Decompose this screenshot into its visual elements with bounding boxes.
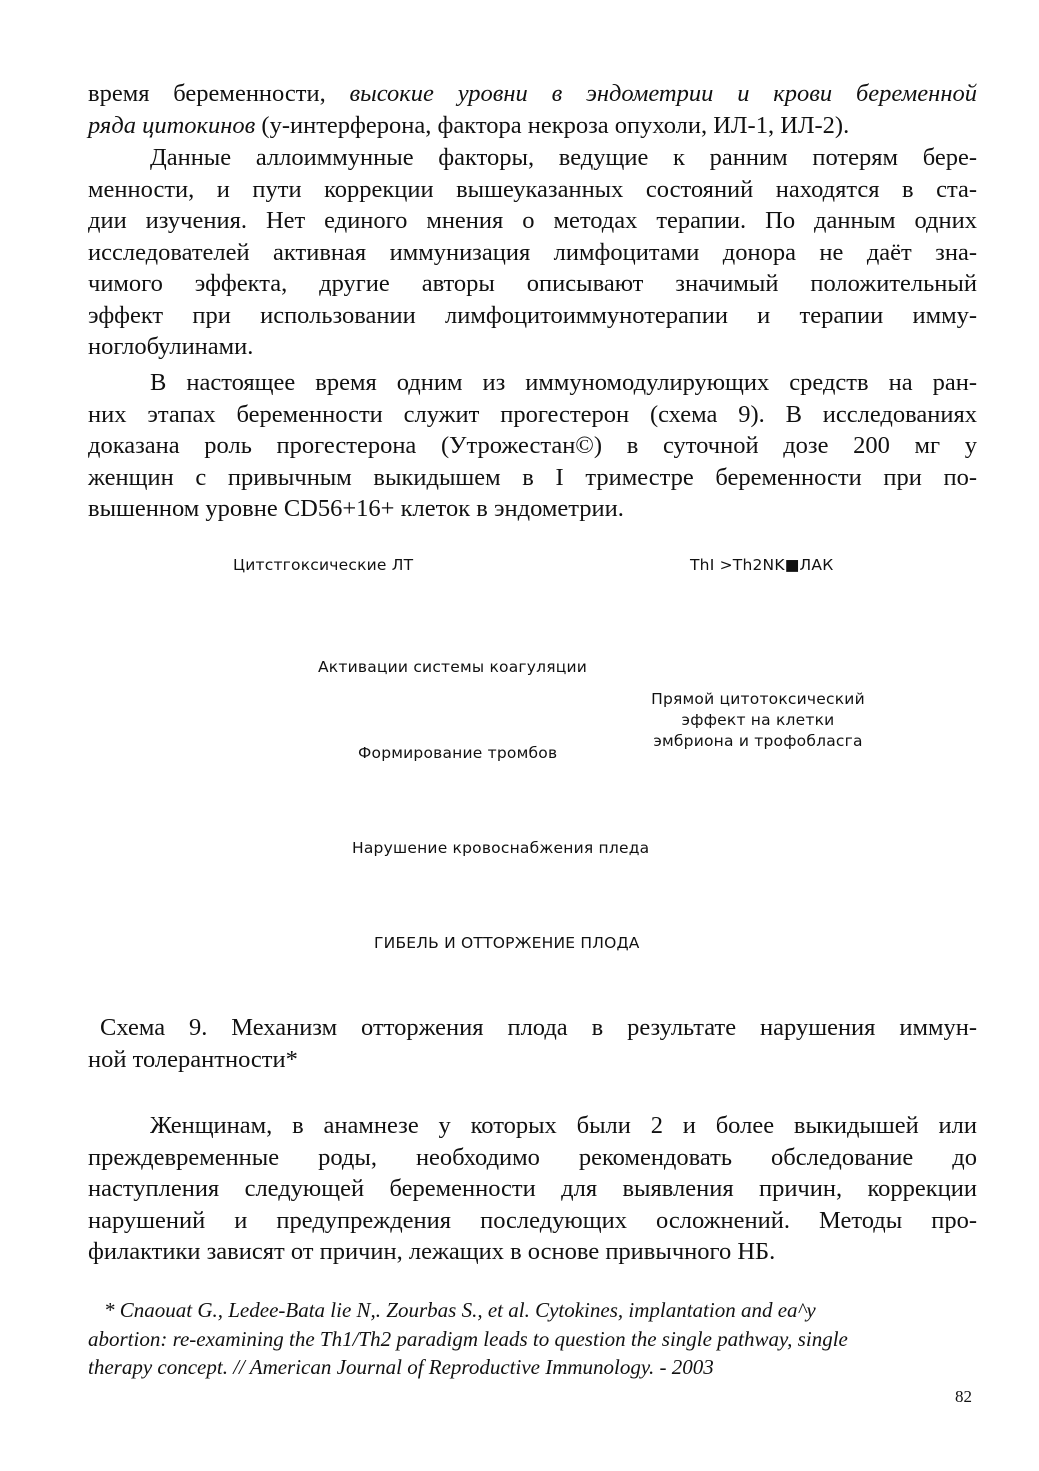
footnote-line: therapy concept. // American Journal of Reproductive Immunology. - 2003 bbox=[88, 1355, 714, 1379]
paragraph-line: них этапах беременности служит прогестерон (схема 9). В исследованиях bbox=[88, 400, 977, 428]
diagram-node-direct-line: эмбриона и трофобласга bbox=[653, 732, 863, 750]
diagram-node-thrombus: Формирование тромбов bbox=[358, 744, 558, 762]
diagram-node-blood-supply: Нарушение кровоснабжения пледа bbox=[352, 839, 650, 857]
page-number: 82 bbox=[955, 1387, 972, 1406]
paragraph-line: чимого эффекта, другие авторы описывают значимый положительный bbox=[88, 270, 977, 297]
caption-line: ной толерантности* bbox=[88, 1045, 298, 1073]
paragraph-line: нарушений и предупреждения последующих осложнений. Методы про- bbox=[88, 1206, 977, 1234]
text-italic: ряда цитокинов bbox=[88, 111, 256, 139]
text-italic: высокие уровни в эндометрии и крови беременной bbox=[349, 80, 977, 107]
caption-line: Схема 9. Механизм отторжения плода в результате нарушения иммун- bbox=[100, 1014, 977, 1041]
diagram-node-direct-line: Прямой цитотоксический bbox=[651, 690, 865, 708]
paragraph-3 bbox=[88, 367, 977, 525]
paragraph-line: В настоящее время одним из иммуномодулирующих средств на ран- bbox=[150, 369, 977, 396]
diagram-node-direct-line: эффект на клетки bbox=[681, 711, 835, 729]
paragraph-line: исследователей активная иммунизация лимфоцитами донора не даёт зна- bbox=[88, 238, 977, 266]
footnote bbox=[88, 1296, 993, 1382]
paragraph-line: Женщинам, в анамнезе у которых были 2 и более выкидышей или bbox=[150, 1112, 977, 1139]
footnote-line: * Cnaouat G., Ledee-Bata lie N,. Zourbas S., et al. Cytokines, implantation and ea^y bbox=[104, 1298, 816, 1322]
paragraph-1-line-1 bbox=[88, 78, 977, 110]
diagram-node-cytotoxic: Цитстгоксические ЛТ bbox=[233, 556, 414, 574]
diagram-node-coagulation: Активации системы коагуляции bbox=[318, 658, 588, 676]
paragraph-line: эффект при использовании лимфоцитоиммунотерапии и терапии имму- bbox=[88, 301, 977, 329]
paragraph-line: филактики зависят от причин, лежащих в основе привычного НБ. bbox=[88, 1238, 776, 1265]
paragraph-line: доказана роль прогестерона (Утрожестан©) в суточной дозе 200 мг у bbox=[88, 432, 977, 459]
paragraph-1 bbox=[88, 78, 977, 141]
paragraph-line: Данные аллоиммунные факторы, ведущие к ранним потерям бере- bbox=[150, 144, 977, 171]
diagram-node-direct-effect bbox=[630, 689, 886, 752]
paragraph-1-line-2 bbox=[88, 110, 977, 142]
paragraph-line: преждевременные роды, необходимо рекомендовать обследование до bbox=[88, 1143, 977, 1171]
text-plain: (у-интерферона, фактора некроза опухоли, ИЛ-1, ИЛ-2). bbox=[261, 111, 850, 139]
footnote-line: abortion: re-examining the Th1/Th2 paradigm leads to question the single pathway, single bbox=[88, 1326, 848, 1351]
paragraph-line: дии изучения. Нет единого мнения о методах терапии. По данным одних bbox=[88, 207, 977, 234]
paragraph-line: наступления следующей беременности для выявления причин, коррекции bbox=[88, 1175, 977, 1202]
diagram-node-th: ThI >Th2NK■ЛАК bbox=[690, 556, 834, 574]
paragraph-line: женщин с привычным выкидышем в I триместре беременности при по- bbox=[88, 463, 977, 491]
diagram-node-death: ГИБЕЛЬ И ОТТОРЖЕНИЕ ПЛОДА bbox=[374, 934, 640, 952]
figure-caption bbox=[88, 1012, 977, 1075]
paragraph-line: ноглобулинами. bbox=[88, 333, 254, 360]
paragraph-2 bbox=[88, 142, 977, 363]
paragraph-line: менности, и пути коррекции вышеуказанных состояний находятся в ста- bbox=[88, 175, 977, 203]
paragraph-4 bbox=[88, 1110, 977, 1268]
text-plain: время беременности, bbox=[88, 80, 326, 107]
paragraph-line: вышенном уровне CD56+16+ клеток в эндометрии. bbox=[88, 495, 624, 522]
